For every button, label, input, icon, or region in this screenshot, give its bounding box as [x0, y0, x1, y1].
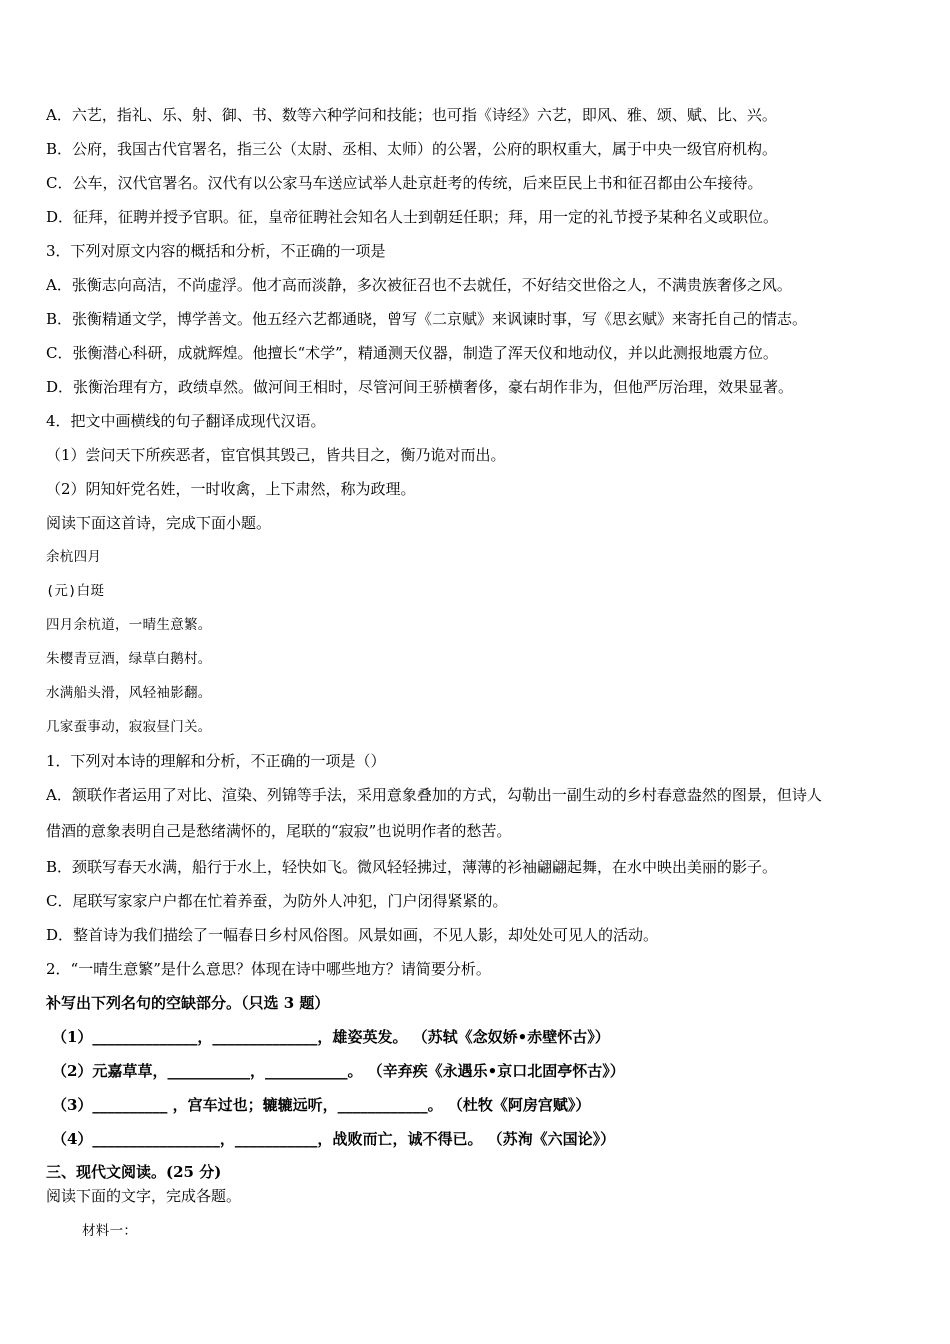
poem-line: 四月余杭道，一晴生意繁。	[46, 617, 212, 633]
fill-item: （2）元嘉草草，___________，___________。 （辛弃疾《永遇乐•京口北固亭怀古》）	[52, 1062, 625, 1080]
option-line: D．整首诗为我们描绘了一幅春日乡村风俗图。风景如画，不见人影，却处处可见人的活动。	[46, 926, 659, 944]
document-page	[46, 98, 906, 1248]
sub-question-line: （1）尝问天下所疾恶者，宦官惧其毁己，皆共目之，衡乃诡对而出。	[46, 446, 506, 464]
material-label: 材料一：	[82, 1223, 138, 1239]
fill-heading: 补写出下列名句的空缺部分。（只选 3 题）	[46, 994, 330, 1012]
option-line: D．征拜，征聘并授予官职。征，皇帝征聘社会知名人士到朝廷任职；拜，用一定的礼节授予某种名义或职位。	[46, 208, 779, 226]
option-line: B．公府，我国古代官署名，指三公（太尉、丞相、太师）的公署，公府的职权重大，属于中央一级官府机构。	[46, 140, 778, 158]
option-line-continued: 借酒的意象表明自己是愁绪满怀的，尾联的“寂寂”也说明作者的愁苦。	[46, 822, 512, 840]
sub-question-line: （2）阴知奸党名姓，一时收禽，上下肃然，称为政理。	[46, 480, 416, 498]
option-line: B．颈联写春天水满，船行于水上，轻快如飞。微风轻轻拂过，薄薄的衫袖翩翩起舞，在水中映出美丽的影子。	[46, 858, 778, 876]
poem-line: 水满船头滑，风轻袖影翻。	[46, 685, 212, 701]
question-line: 1．下列对本诗的理解和分析，不正确的一项是（）	[46, 752, 386, 770]
option-line: A．六艺，指礼、乐、射、御、书、数等六种学问和技能；也可指《诗经》六艺，即风、雅、颂、赋、比、兴。	[46, 106, 777, 124]
poem-author: (元)白珽	[46, 583, 105, 599]
fill-item: （3）__________ ，宫车过也；辘辘远听，____________。 （杜牧《阿房宫赋》）	[52, 1096, 591, 1114]
poem-line: 几家蚕事动，寂寂昼门关。	[46, 719, 212, 735]
option-line: C．张衡潜心科研，成就辉煌。他擅长“术学”，精通测天仪器，制造了浑天仪和地动仪，并以此测报地震方位。	[46, 344, 778, 362]
poem-block	[46, 540, 906, 744]
section-heading: 三、现代文阅读。(25 分)	[46, 1163, 222, 1181]
question-line: 2．“一晴生意繁”是什么意思？体现在诗中哪些地方？请简要分析。	[46, 960, 491, 978]
question-line: 4．把文中画横线的句子翻译成现代汉语。	[46, 412, 326, 430]
option-line: D．张衡治理有方，政绩卓然。做河间王相时，尽管河间王骄横奢侈，豪右胡作非为，但他严厉治理，效果显著。	[46, 378, 794, 396]
option-line: C．公车，汉代官署名。汉代有以公家马车送应试举人赴京赶考的传统，后来臣民上书和征召都由公车接待。	[46, 174, 763, 192]
poem-line: 朱樱青豆酒，绿草白鹅村。	[46, 651, 212, 667]
option-line: A．颔联作者运用了对比、渲染、列锦等手法，采用意象叠加的方式，勾勒出一副生动的乡村春意盎然的图景，但诗人	[46, 786, 822, 804]
question-line: 3．下列对原文内容的概括和分析，不正确的一项是	[46, 242, 386, 260]
poem-title: 余杭四月	[46, 549, 102, 565]
instruction-line: 阅读下面的文字，完成各题。	[46, 1187, 242, 1205]
option-line: A．张衡志向高洁，不尚虚浮。他才高而淡静，多次被征召也不去就任，不好结交世俗之人，不满贵族奢侈之风。	[46, 276, 792, 294]
fill-item: （1）______________，______________，雄姿英发。 （苏轼《念奴娇•赤壁怀古》）	[52, 1028, 610, 1046]
option-line: B．张衡精通文学，博学善文。他五经六艺都通晓，曾写《二京赋》来讽谏时事，写《思玄赋》来寄托自己的情志。	[46, 310, 808, 328]
option-line: C．尾联写家家户户都在忙着养蚕，为防外人冲犯，门户闭得紧紧的。	[46, 892, 508, 910]
fill-item: （4）_________________，___________，战败而亡，诚不得已。 （苏洵《六国论》）	[52, 1130, 616, 1148]
instruction-line: 阅读下面这首诗，完成下面小题。	[46, 514, 272, 532]
